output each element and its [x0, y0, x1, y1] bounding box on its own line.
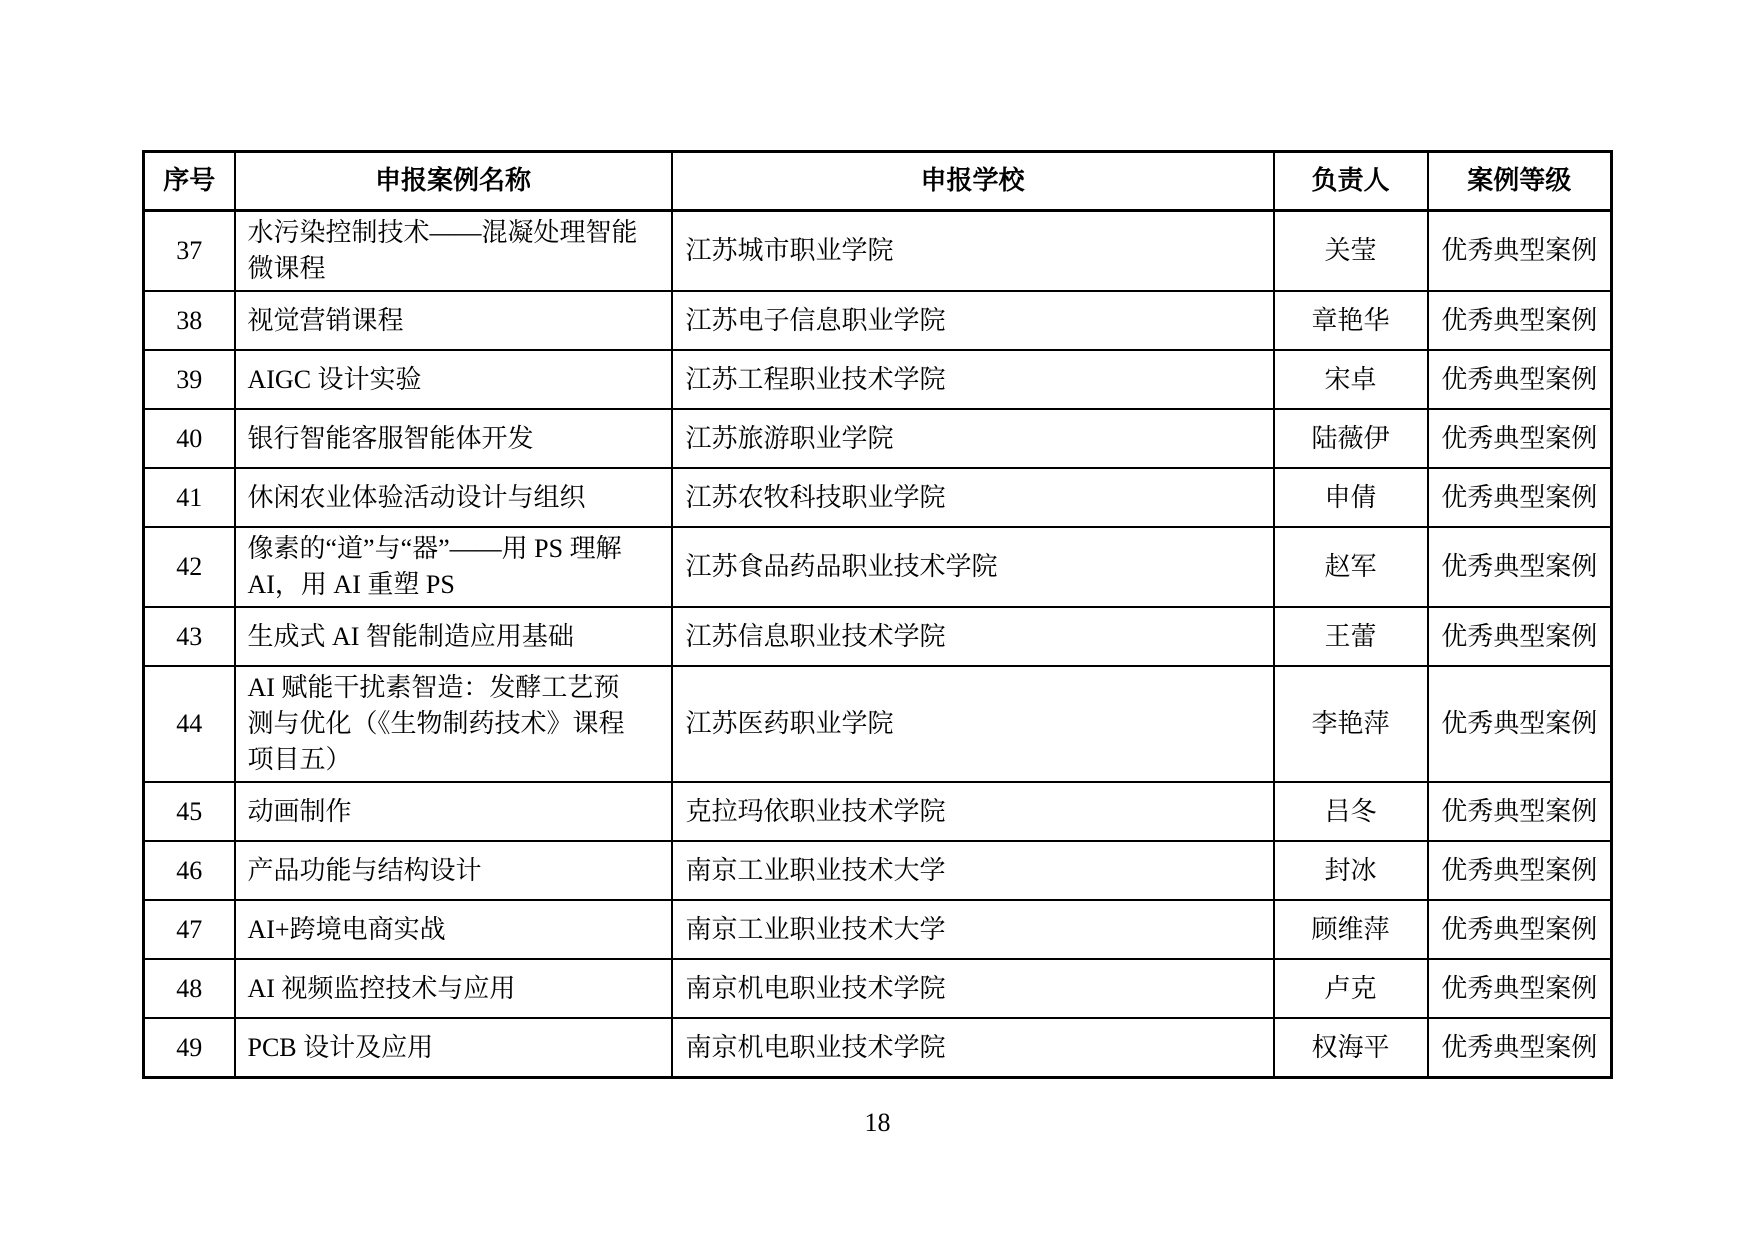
case-name-cell: 像素的“道”与“器”——用 PS 理解 AI，用 AI 重塑 PS [235, 527, 672, 607]
cases-table [142, 150, 1613, 1079]
serial-number-cell: 48 [144, 959, 235, 1018]
leader-cell: 赵军 [1274, 527, 1428, 607]
leader-cell: 顾维萍 [1274, 900, 1428, 959]
case-name-cell: 产品功能与结构设计 [235, 841, 672, 900]
table-header-row [144, 152, 1612, 211]
case-name-cell: 动画制作 [235, 782, 672, 841]
header-case-name: 申报案例名称 [235, 152, 672, 211]
serial-number-cell: 41 [144, 468, 235, 527]
case-level-cell: 优秀典型案例 [1428, 527, 1612, 607]
table-row [144, 607, 1612, 666]
table-row [144, 291, 1612, 350]
school-cell: 江苏信息职业技术学院 [672, 607, 1274, 666]
table-row [144, 666, 1612, 782]
case-name-cell: PCB 设计及应用 [235, 1018, 672, 1078]
case-level-cell: 优秀典型案例 [1428, 211, 1612, 292]
serial-number-cell: 47 [144, 900, 235, 959]
serial-number-cell: 49 [144, 1018, 235, 1078]
table-row [144, 1018, 1612, 1078]
serial-number-cell: 37 [144, 211, 235, 292]
case-level-cell: 优秀典型案例 [1428, 959, 1612, 1018]
table-row [144, 468, 1612, 527]
case-name-cell: 银行智能客服智能体开发 [235, 409, 672, 468]
school-cell: 江苏电子信息职业学院 [672, 291, 1274, 350]
case-level-cell: 优秀典型案例 [1428, 607, 1612, 666]
serial-number-cell: 40 [144, 409, 235, 468]
school-cell: 南京机电职业技术学院 [672, 959, 1274, 1018]
leader-cell: 卢克 [1274, 959, 1428, 1018]
table-row [144, 959, 1612, 1018]
school-cell: 江苏医药职业学院 [672, 666, 1274, 782]
header-serial-number: 序号 [144, 152, 235, 211]
case-name-cell: AI 视频监控技术与应用 [235, 959, 672, 1018]
table-row [144, 841, 1612, 900]
school-cell: 江苏农牧科技职业学院 [672, 468, 1274, 527]
leader-cell: 李艳萍 [1274, 666, 1428, 782]
header-leader: 负责人 [1274, 152, 1428, 211]
serial-number-cell: 45 [144, 782, 235, 841]
case-name-cell: AI 赋能干扰素智造：发酵工艺预测与优化（《生物制药技术》课程项目五） [235, 666, 672, 782]
table-row [144, 900, 1612, 959]
leader-cell: 关莹 [1274, 211, 1428, 292]
case-name-cell: 生成式 AI 智能制造应用基础 [235, 607, 672, 666]
serial-number-cell: 42 [144, 527, 235, 607]
school-cell: 南京机电职业技术学院 [672, 1018, 1274, 1078]
case-name-cell: 视觉营销课程 [235, 291, 672, 350]
school-cell: 江苏旅游职业学院 [672, 409, 1274, 468]
case-level-cell: 优秀典型案例 [1428, 900, 1612, 959]
case-name-cell: AI+跨境电商实战 [235, 900, 672, 959]
school-cell: 江苏食品药品职业技术学院 [672, 527, 1274, 607]
leader-cell: 王蕾 [1274, 607, 1428, 666]
leader-cell: 吕冬 [1274, 782, 1428, 841]
case-level-cell: 优秀典型案例 [1428, 409, 1612, 468]
case-level-cell: 优秀典型案例 [1428, 350, 1612, 409]
case-level-cell: 优秀典型案例 [1428, 841, 1612, 900]
leader-cell: 宋卓 [1274, 350, 1428, 409]
case-name-cell: 水污染控制技术——混凝处理智能微课程 [235, 211, 672, 292]
serial-number-cell: 44 [144, 666, 235, 782]
school-cell: 克拉玛依职业技术学院 [672, 782, 1274, 841]
case-level-cell: 优秀典型案例 [1428, 468, 1612, 527]
serial-number-cell: 46 [144, 841, 235, 900]
case-name-cell: 休闲农业体验活动设计与组织 [235, 468, 672, 527]
table-row [144, 782, 1612, 841]
case-level-cell: 优秀典型案例 [1428, 782, 1612, 841]
leader-cell: 陆薇伊 [1274, 409, 1428, 468]
case-name-cell: AIGC 设计实验 [235, 350, 672, 409]
serial-number-cell: 39 [144, 350, 235, 409]
table-row [144, 211, 1612, 292]
serial-number-cell: 43 [144, 607, 235, 666]
header-case-level: 案例等级 [1428, 152, 1612, 211]
leader-cell: 申倩 [1274, 468, 1428, 527]
table-row [144, 409, 1612, 468]
school-cell: 南京工业职业技术大学 [672, 841, 1274, 900]
case-level-cell: 优秀典型案例 [1428, 666, 1612, 782]
page-number: 18 [864, 1108, 891, 1137]
school-cell: 江苏工程职业技术学院 [672, 350, 1274, 409]
leader-cell: 封冰 [1274, 841, 1428, 900]
table-row [144, 350, 1612, 409]
school-cell: 江苏城市职业学院 [672, 211, 1274, 292]
case-level-cell: 优秀典型案例 [1428, 291, 1612, 350]
leader-cell: 权海平 [1274, 1018, 1428, 1078]
school-cell: 南京工业职业技术大学 [672, 900, 1274, 959]
case-level-cell: 优秀典型案例 [1428, 1018, 1612, 1078]
header-school: 申报学校 [672, 152, 1274, 211]
leader-cell: 章艳华 [1274, 291, 1428, 350]
table-row [144, 527, 1612, 607]
serial-number-cell: 38 [144, 291, 235, 350]
